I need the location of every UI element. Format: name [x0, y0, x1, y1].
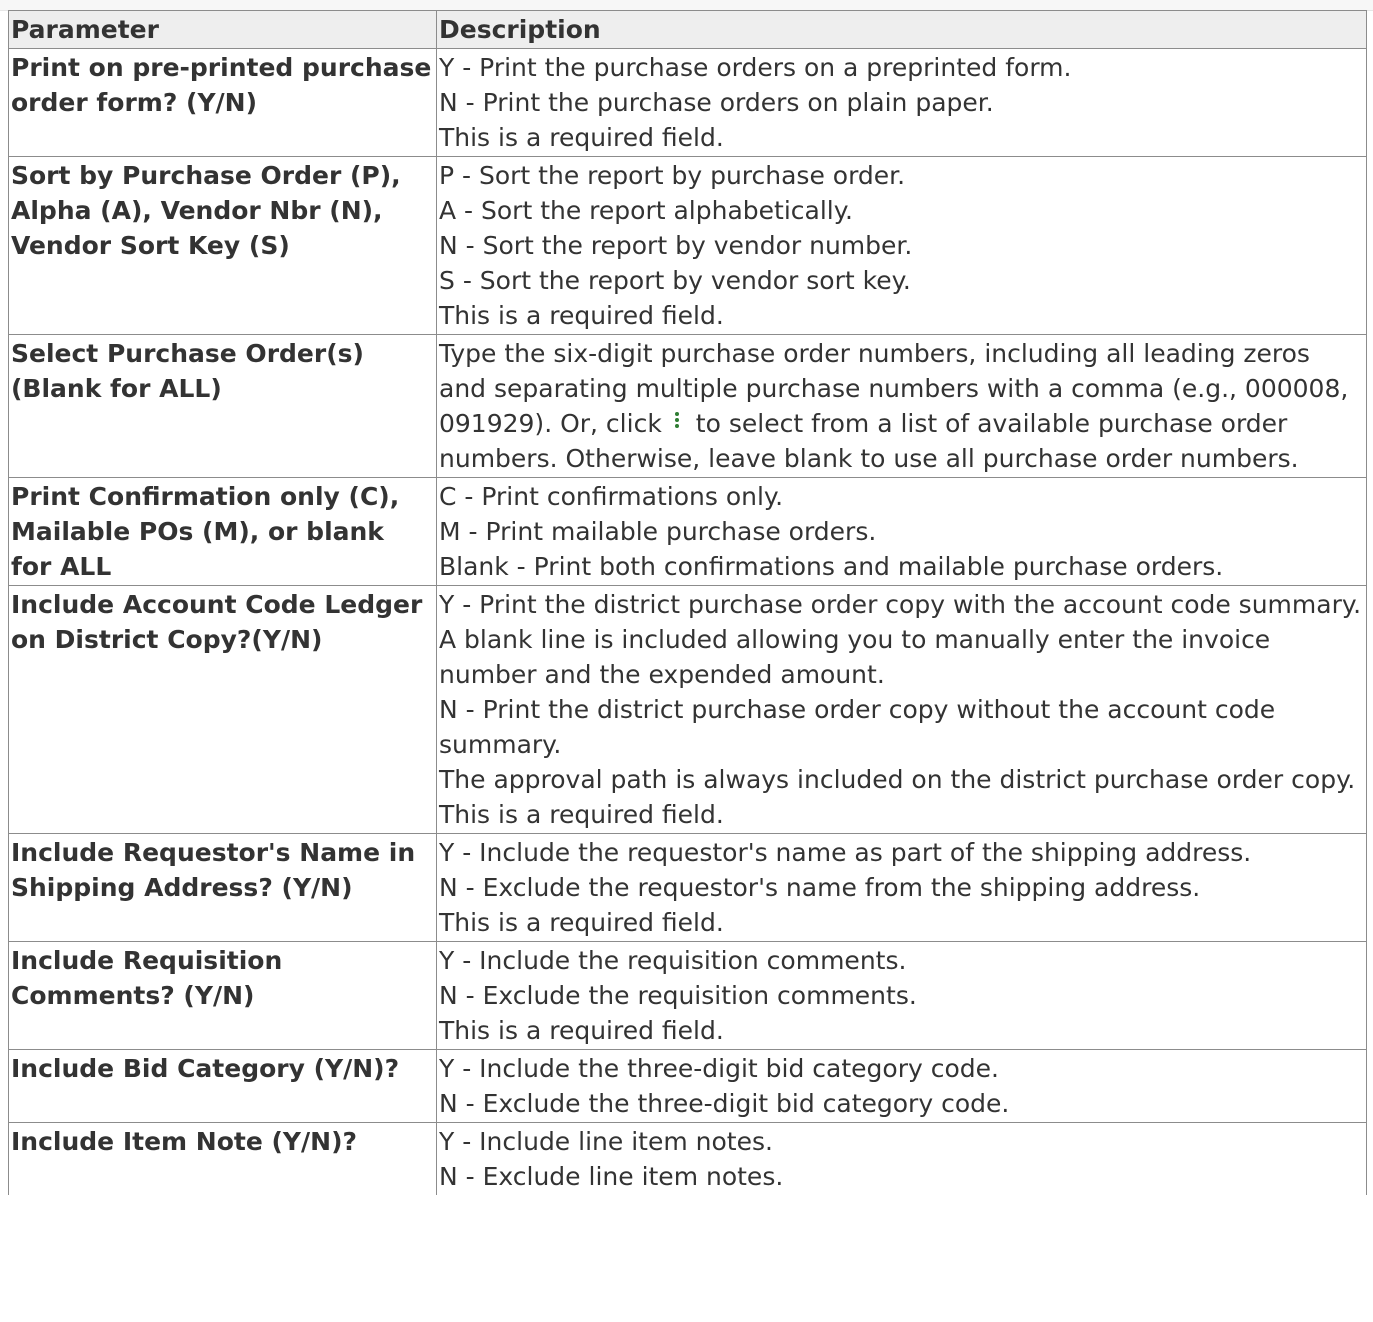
description-line: This is a required field.	[439, 301, 724, 330]
description-line: N - Exclude the requisition comments.	[439, 981, 917, 1010]
description-line: This is a required field.	[439, 123, 724, 152]
parameter-name: Include Item Note (Y/N)?	[9, 1123, 437, 1196]
parameter-description	[437, 1050, 1367, 1123]
parameter-description	[437, 478, 1367, 586]
table-row	[9, 1123, 1367, 1196]
description-line: Y - Print the purchase orders on a preprinted form.	[439, 53, 1072, 82]
parameters-table	[8, 10, 1367, 1195]
table-row	[9, 942, 1367, 1050]
description-line: Y - Include the requestor's name as part of the shipping address.	[439, 838, 1252, 867]
description-line: N - Exclude the requestor's name from the shipping address.	[439, 873, 1201, 902]
description-line: N - Exclude line item notes.	[439, 1162, 784, 1191]
parameter-name: Print on pre-printed purchase order form? (Y/N)	[9, 49, 437, 157]
parameter-name: Sort by Purchase Order (P), Alpha (A), Vendor Nbr (N), Vendor Sort Key (S)	[9, 157, 437, 335]
description-line: Y - Include the three-digit bid category code.	[439, 1054, 999, 1083]
description-line: The approval path is always included on the district purchase order copy.	[439, 765, 1356, 794]
parameter-description	[437, 1123, 1367, 1196]
description-line: Y - Include line item notes.	[439, 1127, 773, 1156]
description-line: P - Sort the report by purchase order.	[439, 161, 906, 190]
table-row	[9, 1050, 1367, 1123]
vertical-ellipsis-icon[interactable]	[670, 408, 684, 434]
description-line: M - Print mailable purchase orders.	[439, 517, 877, 546]
description-line: N - Print the purchase orders on plain paper.	[439, 88, 994, 117]
description-text-after-icon: to select from a list of available purchase order numbers. Otherwise, leave blank to use all purchase order numbers.	[439, 409, 1299, 473]
parameter-description	[437, 942, 1367, 1050]
parameter-description	[437, 335, 1367, 478]
table-row	[9, 478, 1367, 586]
description-line: This is a required field.	[439, 908, 724, 937]
table-row	[9, 586, 1367, 834]
parameter-description	[437, 586, 1367, 834]
description-line: N - Sort the report by vendor number.	[439, 231, 913, 260]
description-line: Y - Include the requisition comments.	[439, 946, 907, 975]
description-line: This is a required field.	[439, 800, 724, 829]
parameter-name: Include Requisition Comments? (Y/N)	[9, 942, 437, 1050]
parameter-name: Include Bid Category (Y/N)?	[9, 1050, 437, 1123]
table-row	[9, 335, 1367, 478]
parameter-name: Include Requestor's Name in Shipping Address? (Y/N)	[9, 834, 437, 942]
parameter-name: Include Account Code Ledger on District Copy?(Y/N)	[9, 586, 437, 834]
parameter-name: Print Confirmation only (C), Mailable POs (M), or blank for ALL	[9, 478, 437, 586]
parameter-description	[437, 157, 1367, 335]
table-row	[9, 49, 1367, 157]
description-line: Blank - Print both confirmations and mailable purchase orders.	[439, 552, 1224, 581]
parameter-description	[437, 834, 1367, 942]
description-line: Y - Print the district purchase order copy with the account code summary. A blank line is included allowing you to manually enter the invoice number and the expended amount.	[439, 590, 1362, 689]
description-line: A - Sort the report alphabetically.	[439, 196, 853, 225]
description-line: This is a required field.	[439, 1016, 724, 1045]
table-header-row	[9, 11, 1367, 49]
description-line: C - Print confirmations only.	[439, 482, 784, 511]
parameter-name: Select Purchase Order(s) (Blank for ALL)	[9, 335, 437, 478]
description-line: N - Exclude the three-digit bid category code.	[439, 1089, 1010, 1118]
table-row	[9, 157, 1367, 335]
description-line: N - Print the district purchase order copy without the account code summary.	[439, 695, 1276, 759]
parameter-description	[437, 49, 1367, 157]
description-text-before-icon: Type the six-digit purchase order numbers, including all leading zeros and separating multiple purchase numbers with a comma (e.g., 000008, 091929). Or, click	[439, 339, 1349, 438]
table-row	[9, 834, 1367, 942]
description-line: S - Sort the report by vendor sort key.	[439, 266, 911, 295]
description-column-header: Description	[437, 11, 1367, 49]
parameter-column-header: Parameter	[9, 11, 437, 49]
